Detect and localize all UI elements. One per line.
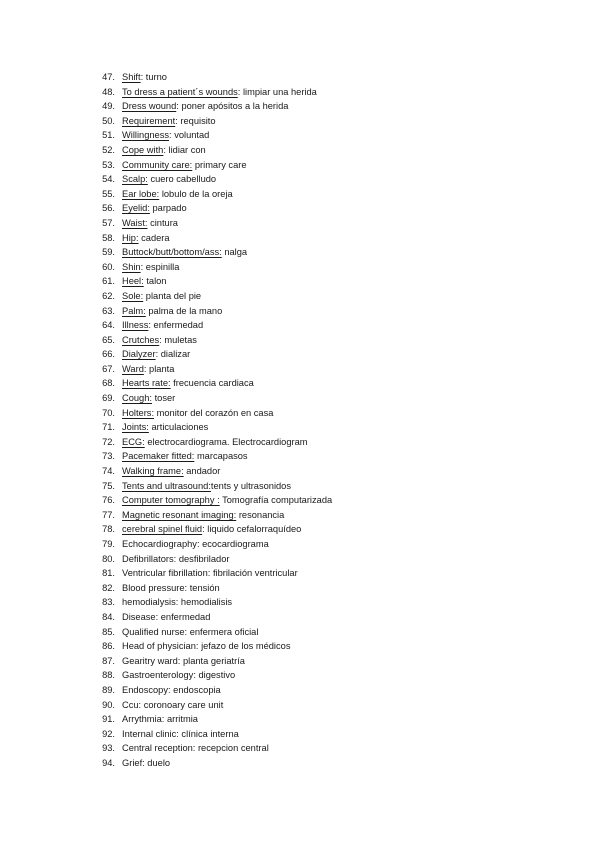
item-text: [122, 376, 254, 391]
item-definition: marcapasos: [196, 451, 248, 462]
item-number: 61.: [102, 276, 115, 287]
item-term: Cope with: [122, 144, 164, 155]
list-item: [0, 610, 599, 625]
list-item: [0, 260, 599, 275]
item-text: [122, 712, 198, 727]
item-definition: cadera: [141, 232, 170, 243]
item-number: 70.: [102, 407, 115, 418]
item-number: 94.: [102, 757, 115, 768]
list-item: [0, 406, 599, 421]
item-text: [122, 493, 332, 508]
item-term: Gearitry ward: planta geriatría: [122, 655, 245, 666]
list-item: [0, 668, 599, 683]
list-item: [0, 274, 599, 289]
item-number: 68.: [102, 378, 115, 389]
item-number: 66.: [102, 349, 115, 360]
item-term: Hip:: [122, 232, 139, 243]
item-number: 50.: [102, 115, 115, 126]
item-number: 72.: [102, 436, 115, 447]
item-number: 48.: [102, 86, 115, 97]
item-text: [122, 698, 223, 713]
item-term: Dialyzer: [122, 349, 156, 360]
list-item: [0, 289, 599, 304]
list-item: [0, 464, 599, 479]
item-number: 47.: [102, 72, 115, 82]
list-item: [0, 172, 599, 187]
item-term: Dress wound: [122, 101, 177, 112]
list-item: [0, 333, 599, 348]
item-number: 67.: [102, 363, 115, 374]
item-term: Blood pressure: tensión: [122, 582, 220, 593]
item-text: [122, 595, 232, 610]
item-definition: cuero cabelludo: [150, 174, 217, 185]
item-term: Crutches: [122, 334, 160, 345]
list-item: [0, 698, 599, 713]
list-item: [0, 85, 599, 100]
item-text: [122, 70, 167, 85]
item-separator: :: [175, 115, 181, 126]
item-definition: talon: [146, 276, 167, 287]
vocabulary-list: [0, 70, 599, 771]
item-number: 87.: [102, 655, 115, 666]
item-definition: liquido cefalorraquídeo: [207, 524, 302, 535]
list-item: [0, 712, 599, 727]
item-term: Echocardiography: ecocardiograma: [122, 539, 269, 549]
item-term: Disease: enfermedad: [122, 611, 211, 622]
item-number: 90.: [102, 699, 115, 710]
item-definition: andador: [186, 466, 221, 477]
item-number: 49.: [102, 101, 115, 112]
item-term: Ward: [122, 363, 144, 374]
item-text: [122, 625, 258, 640]
item-number: 57.: [102, 217, 115, 228]
item-definition: resonancia: [238, 509, 285, 520]
item-text: [122, 231, 170, 246]
item-term: Community care:: [122, 159, 193, 170]
item-term: Defibrillators: desfibrilador: [122, 553, 230, 564]
item-text: [122, 318, 203, 333]
list-item: [0, 187, 599, 202]
item-number: 56.: [102, 203, 115, 214]
item-number: 73.: [102, 451, 115, 462]
item-number: 76.: [102, 495, 115, 506]
list-item: [0, 435, 599, 450]
item-term: Scalp:: [122, 174, 148, 185]
item-term: Palm:: [122, 305, 146, 316]
list-item: [0, 245, 599, 260]
item-definition: toser: [154, 393, 176, 404]
item-definition: limpiar una herida: [242, 86, 317, 97]
item-number: 74.: [102, 466, 115, 477]
list-item: [0, 114, 599, 129]
item-separator: :: [148, 320, 154, 331]
item-text: [122, 172, 216, 187]
item-number: 75.: [102, 480, 115, 491]
item-term: Requirement: [122, 115, 176, 126]
list-item: [0, 391, 599, 406]
item-text: [122, 610, 210, 625]
item-definition: espinilla: [145, 261, 180, 272]
item-text: [122, 304, 222, 319]
list-item: [0, 70, 599, 85]
item-separator: :: [176, 101, 182, 112]
item-text: [122, 347, 190, 362]
item-text: [122, 756, 170, 771]
item-term: Buttock/butt/bottom/ass:: [122, 247, 222, 258]
item-number: 64.: [102, 320, 115, 331]
item-number: 53.: [102, 159, 115, 170]
item-text: [122, 522, 301, 537]
item-number: 83.: [102, 597, 115, 608]
item-text: [122, 654, 245, 669]
list-item: [0, 376, 599, 391]
list-item: [0, 479, 599, 494]
item-text: [122, 216, 178, 231]
item-term: cerebral spinel fluid: [122, 524, 203, 535]
item-number: 86.: [102, 641, 115, 652]
item-definition: dializar: [160, 349, 191, 360]
item-term: Grief: duelo: [122, 757, 171, 768]
list-item: [0, 756, 599, 771]
list-item: [0, 201, 599, 216]
item-number: 55.: [102, 188, 115, 199]
item-definition: electrocardiograma. Electrocardiogram: [147, 436, 308, 447]
list-item: [0, 537, 599, 552]
item-term: Eyelid:: [122, 203, 150, 214]
list-item: [0, 347, 599, 362]
item-separator: :: [140, 72, 146, 82]
item-separator: :: [159, 334, 165, 345]
item-number: 91.: [102, 714, 115, 725]
item-term: Tents and ultrasound:: [122, 480, 211, 491]
item-text: [122, 449, 248, 464]
item-definition: frecuencia cardiaca: [173, 378, 254, 389]
item-text: [122, 479, 291, 494]
item-definition: enfermedad: [153, 320, 204, 331]
item-text: [122, 420, 208, 435]
item-text: [122, 274, 166, 289]
list-item: [0, 566, 599, 581]
item-number: 65.: [102, 334, 115, 345]
list-item: [0, 683, 599, 698]
item-term: Endoscopy: endoscopia: [122, 684, 221, 695]
item-definition: parpado: [152, 203, 187, 214]
item-term: Willingness: [122, 130, 170, 141]
item-number: 82.: [102, 582, 115, 593]
item-separator: :: [163, 144, 169, 155]
list-item: [0, 128, 599, 143]
item-text: [122, 85, 317, 100]
item-number: 85.: [102, 626, 115, 637]
list-item: [0, 143, 599, 158]
item-term: Heel:: [122, 276, 144, 287]
list-item: [0, 595, 599, 610]
list-item: [0, 522, 599, 537]
item-term: Internal clinic: clínica interna: [122, 728, 239, 739]
item-separator: :: [143, 363, 150, 374]
item-term: Shin: [122, 261, 141, 272]
item-definition: tents y ultrasonidos: [210, 480, 292, 491]
item-term: Central reception: recepcion central: [122, 743, 269, 754]
item-term: To dress a patient´s wounds: [122, 86, 238, 97]
item-definition: lidiar con: [168, 144, 206, 155]
item-definition: Tomografía computarizada: [222, 495, 333, 506]
item-definition: cintura: [150, 217, 178, 228]
item-term: Gastroenterology: digestivo: [122, 670, 236, 681]
list-item: [0, 639, 599, 654]
item-text: [122, 668, 235, 683]
list-item: [0, 493, 599, 508]
item-number: 51.: [102, 130, 115, 141]
item-term: Hearts rate:: [122, 378, 171, 389]
list-item: [0, 231, 599, 246]
item-separator: :: [237, 86, 243, 97]
list-item: [0, 420, 599, 435]
item-text: [122, 333, 197, 348]
item-term: Illness: [122, 320, 149, 331]
item-number: 52.: [102, 144, 115, 155]
item-number: 88.: [102, 670, 115, 681]
list-item: [0, 654, 599, 669]
item-term: Pacemaker fitted:: [122, 451, 195, 462]
list-item: [0, 216, 599, 231]
item-text: [122, 464, 220, 479]
item-number: 81.: [102, 568, 115, 579]
item-text: [122, 187, 233, 202]
item-text: [122, 537, 269, 552]
item-text: [122, 727, 239, 742]
item-number: 58.: [102, 232, 115, 243]
item-definition: poner apósitos a la herida: [181, 101, 289, 112]
item-text: [122, 435, 308, 450]
item-number: 92.: [102, 728, 115, 739]
item-text: [122, 114, 216, 129]
item-separator: :: [169, 130, 175, 141]
item-term: Head of physician: jefazo de los médicos: [122, 641, 291, 652]
item-number: 78.: [102, 524, 115, 535]
item-text: [122, 566, 298, 581]
list-item: [0, 552, 599, 567]
item-number: 60.: [102, 261, 115, 272]
item-text: [122, 406, 273, 421]
item-text: [122, 245, 247, 260]
item-text: [122, 201, 187, 216]
item-definition: planta: [149, 363, 175, 374]
item-number: 93.: [102, 743, 115, 754]
item-definition: voluntad: [174, 130, 210, 141]
item-number: 79.: [102, 539, 115, 549]
item-term: ECG:: [122, 436, 145, 447]
list-item: [0, 727, 599, 742]
item-definition: turno: [145, 72, 167, 82]
list-item: [0, 625, 599, 640]
item-separator: :: [140, 261, 146, 272]
list-item: [0, 158, 599, 173]
item-term: Joints:: [122, 422, 149, 433]
item-definition: articulaciones: [151, 422, 209, 433]
item-separator: :: [155, 349, 161, 360]
item-separator: :: [202, 524, 208, 535]
item-number: 77.: [102, 509, 115, 520]
item-definition: planta del pie: [145, 290, 202, 301]
item-text: [122, 391, 175, 406]
item-term: Shift: [122, 72, 141, 82]
item-text: [122, 260, 179, 275]
item-term: Sole:: [122, 290, 144, 301]
item-term: Computer tomography :: [122, 495, 220, 506]
item-definition: lobulo de la oreja: [161, 188, 233, 199]
item-text: [122, 362, 174, 377]
item-text: [122, 143, 206, 158]
item-term: Waist:: [122, 217, 148, 228]
item-number: 54.: [102, 174, 115, 185]
item-number: 80.: [102, 553, 115, 564]
item-definition: monitor del corazón en casa: [156, 407, 274, 418]
item-text: [122, 128, 209, 143]
item-text: [122, 581, 220, 596]
item-text: [122, 99, 288, 114]
item-number: 63.: [102, 305, 115, 316]
list-item: [0, 741, 599, 756]
item-number: 62.: [102, 290, 115, 301]
item-term: Walking frame:: [122, 466, 184, 477]
item-number: 84.: [102, 611, 115, 622]
item-text: [122, 552, 229, 567]
list-item: [0, 99, 599, 114]
list-item: [0, 362, 599, 377]
item-term: Cough:: [122, 393, 152, 404]
list-item: [0, 304, 599, 319]
list-item: [0, 449, 599, 464]
item-text: [122, 639, 290, 654]
item-text: [122, 158, 247, 173]
item-definition: palma de la mano: [148, 305, 223, 316]
item-number: 59.: [102, 247, 115, 258]
item-term: Ccu: coronoary care unit: [122, 699, 224, 710]
item-term: Magnetic resonant imaging:: [122, 509, 237, 520]
item-text: [122, 683, 221, 698]
item-term: Qualified nurse: enfermera oficial: [122, 626, 259, 637]
item-definition: nalga: [224, 247, 248, 258]
list-item: [0, 581, 599, 596]
item-term: Ear lobe:: [122, 188, 160, 199]
item-text: [122, 289, 201, 304]
item-term: Holters:: [122, 407, 155, 418]
list-item: [0, 318, 599, 333]
item-term: hemodialysis: hemodialisis: [122, 597, 233, 608]
item-text: [122, 508, 284, 523]
item-definition: requisito: [180, 115, 216, 126]
item-text: [122, 741, 269, 756]
item-definition: muletas: [164, 334, 197, 345]
item-number: 69.: [102, 393, 115, 404]
item-term: Arrythmia: arritmia: [122, 714, 198, 725]
item-definition: primary care: [194, 159, 247, 170]
item-term: Ventricular fibrillation: fibrilación ventricular: [122, 568, 298, 579]
item-number: 89.: [102, 684, 115, 695]
list-item: [0, 508, 599, 523]
item-number: 71.: [102, 422, 115, 433]
